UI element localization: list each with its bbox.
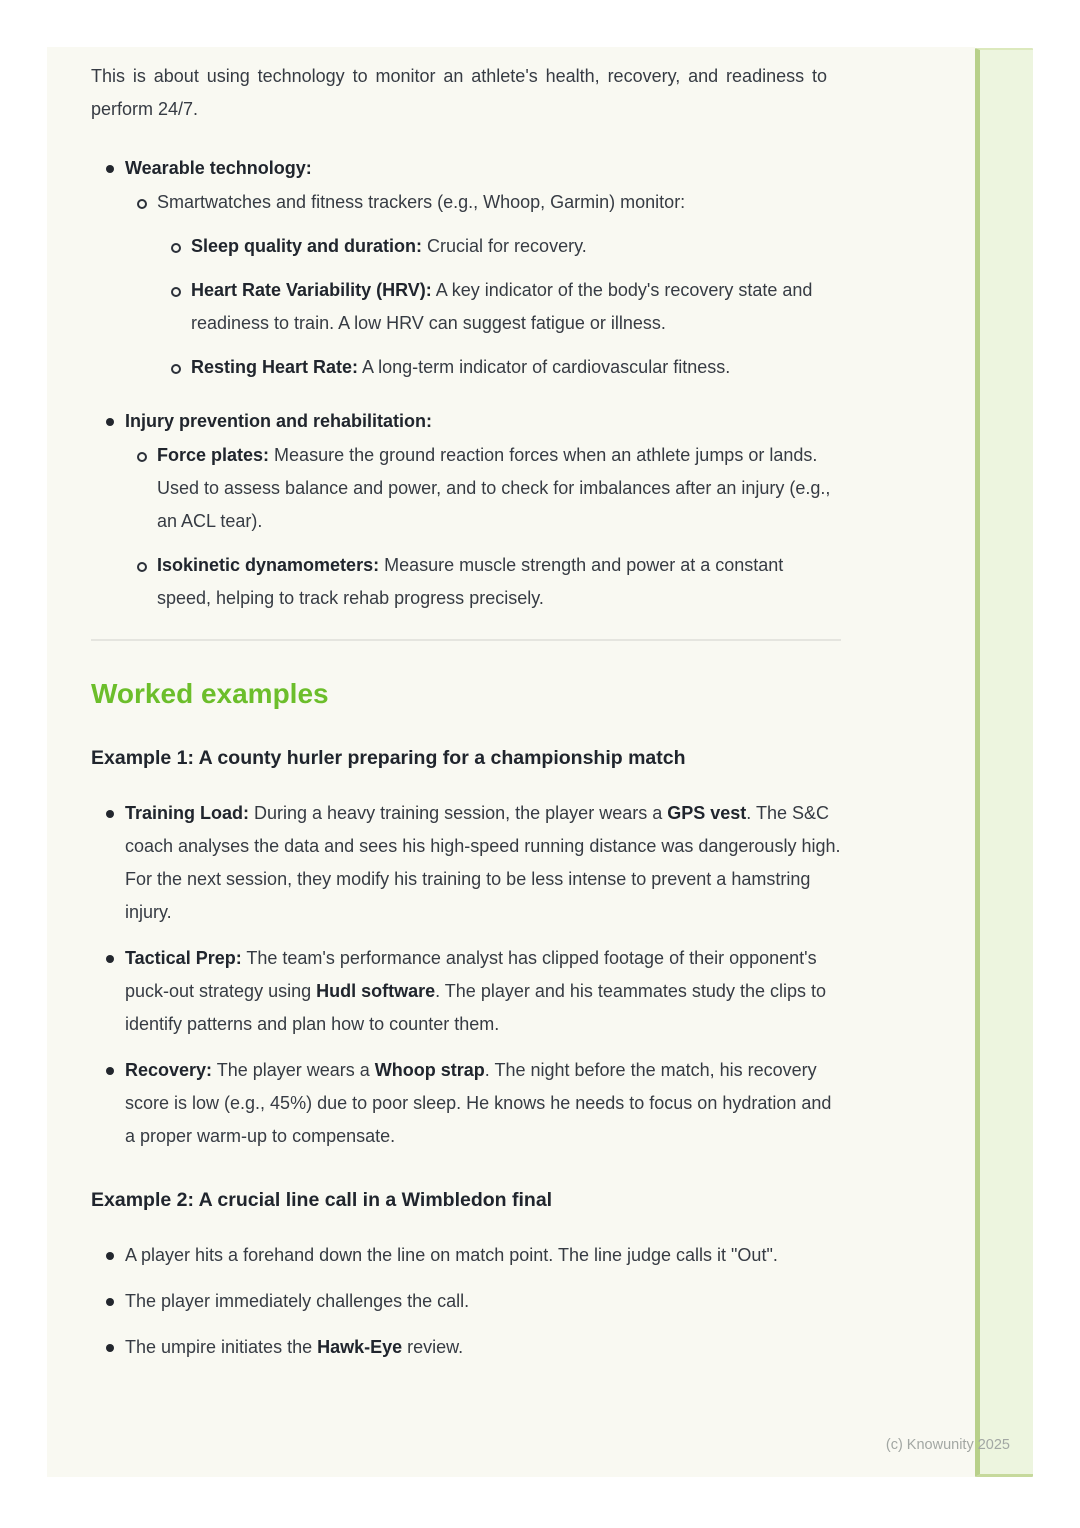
list-item-bold-inline: Whoop strap xyxy=(374,1060,485,1080)
list-item-term: Training Load: xyxy=(125,803,249,823)
example2-heading: Example 2: A crucial line call in a Wimbledon final xyxy=(91,1189,553,1211)
list-item-title: Injury prevention and rehabilitation: xyxy=(125,411,433,431)
list-item-text: The umpire initiates the xyxy=(125,1337,318,1357)
bullet-disc-icon xyxy=(106,1344,114,1352)
bullet-circle-icon xyxy=(171,364,181,374)
list-item-hawkeye xyxy=(91,1331,841,1364)
list-item-text: Smartwatches and fitness trackers (e.g., Whoop, Garmin) monitor: xyxy=(157,192,686,212)
list-item-bold-inline: Hawk-Eye xyxy=(317,1337,403,1357)
bullet-disc-icon xyxy=(106,955,114,963)
bullet-circle-icon xyxy=(137,562,147,572)
bullet-disc-icon xyxy=(106,418,114,426)
list-item-resting-heart-rate xyxy=(91,351,841,384)
bullet-disc-icon xyxy=(106,1067,114,1075)
list-item-bold-inline: GPS vest xyxy=(667,803,747,823)
list-item-hrv xyxy=(91,274,841,340)
list-item-title: Wearable technology: xyxy=(125,158,312,178)
list-item-term: Recovery: xyxy=(125,1060,213,1080)
list-item-term: Sleep quality and duration: xyxy=(191,236,423,256)
list-item-bold-inline: Hudl software xyxy=(316,981,436,1001)
list-item-text: The player immediately challenges the call. xyxy=(125,1291,470,1311)
list-item-text: review. xyxy=(402,1337,464,1357)
list-item-text: A player hits a forehand down the line on match point. The line judge calls it "Out". xyxy=(125,1245,778,1265)
worked-examples-heading: Worked examples xyxy=(91,678,329,709)
list-item-line-call xyxy=(91,1239,841,1272)
bullet-circle-icon xyxy=(171,243,181,253)
list-item-tactical-prep xyxy=(91,942,841,1041)
bullet-disc-icon xyxy=(106,1298,114,1306)
list-item-sleep-quality xyxy=(91,230,841,263)
bullet-disc-icon xyxy=(106,1252,114,1260)
content-column xyxy=(47,47,841,1364)
list-item-smartwatches xyxy=(91,186,841,219)
bullet-disc-icon xyxy=(106,165,114,173)
content-card xyxy=(47,47,975,1477)
section-divider xyxy=(91,639,841,641)
list-item-text: A long-term indicator of cardiovascular fitness. xyxy=(358,357,731,377)
list-item-text: . The night before the match, his recovery score is low (e.g., 45%) due to poor sleep. He knows he needs to focus on hydration and a proper warm-up to compensate. xyxy=(125,1060,832,1146)
example1-heading: Example 1: A county hurler preparing for a championship match xyxy=(91,747,686,769)
list-item-text: . The player and his teammates study the clips to identify patterns and plan how to counter them. xyxy=(125,981,826,1034)
bullet-circle-icon xyxy=(171,287,181,297)
list-item-term: Tactical Prep: xyxy=(125,948,242,968)
list-item-text: Measure the ground reaction forces when an athlete jumps or lands. Used to assess balance and power, and to check for imbalances after an injury (e.g., an ACL tear). xyxy=(157,445,831,531)
list-item-text: During a heavy training session, the player wears a xyxy=(249,803,668,823)
right-accent-bar xyxy=(975,48,1033,1477)
list-item-force-plates xyxy=(91,439,841,538)
list-item-term: Heart Rate Variability (HRV): xyxy=(191,280,432,300)
bullet-disc-icon xyxy=(106,810,114,818)
list-item-term: Force plates: xyxy=(157,445,270,465)
list-item-text: The team's performance analyst has clipped footage of their opponent's puck-out strategy using xyxy=(125,948,817,1001)
bullet-circle-icon xyxy=(137,452,147,462)
copyright-watermark: (c) Knowunity 2025 xyxy=(885,1437,1010,1453)
list-item-text: The player wears a xyxy=(212,1060,375,1080)
list-item-term: Isokinetic dynamometers: xyxy=(157,555,380,575)
intro-paragraph: This is about using technology to monitor an athlete's health, recovery, and readiness to perform 24/7. xyxy=(91,66,827,119)
list-item-isokinetic xyxy=(91,549,841,615)
list-item-challenge xyxy=(91,1285,841,1318)
list-item-recovery xyxy=(91,1054,841,1153)
list-item-text: Measure muscle strength and power at a constant speed, helping to track rehab progress precisely. xyxy=(157,555,784,608)
list-item-text: Crucial for recovery. xyxy=(422,236,587,256)
list-item-text: A key indicator of the body's recovery state and readiness to train. A low HRV can suggest fatigue or illness. xyxy=(191,280,813,333)
list-item-injury-prevention xyxy=(91,405,841,438)
bullet-circle-icon xyxy=(137,199,147,209)
list-item-wearable-technology xyxy=(91,152,841,185)
list-item-training-load xyxy=(91,797,841,929)
list-item-term: Resting Heart Rate: xyxy=(191,357,359,377)
list-item-text: . The S&C coach analyses the data and sees his high-speed running distance was dangerously high. For the next session, they modify his training to be less intense to prevent a hamstring injury. xyxy=(125,803,841,922)
